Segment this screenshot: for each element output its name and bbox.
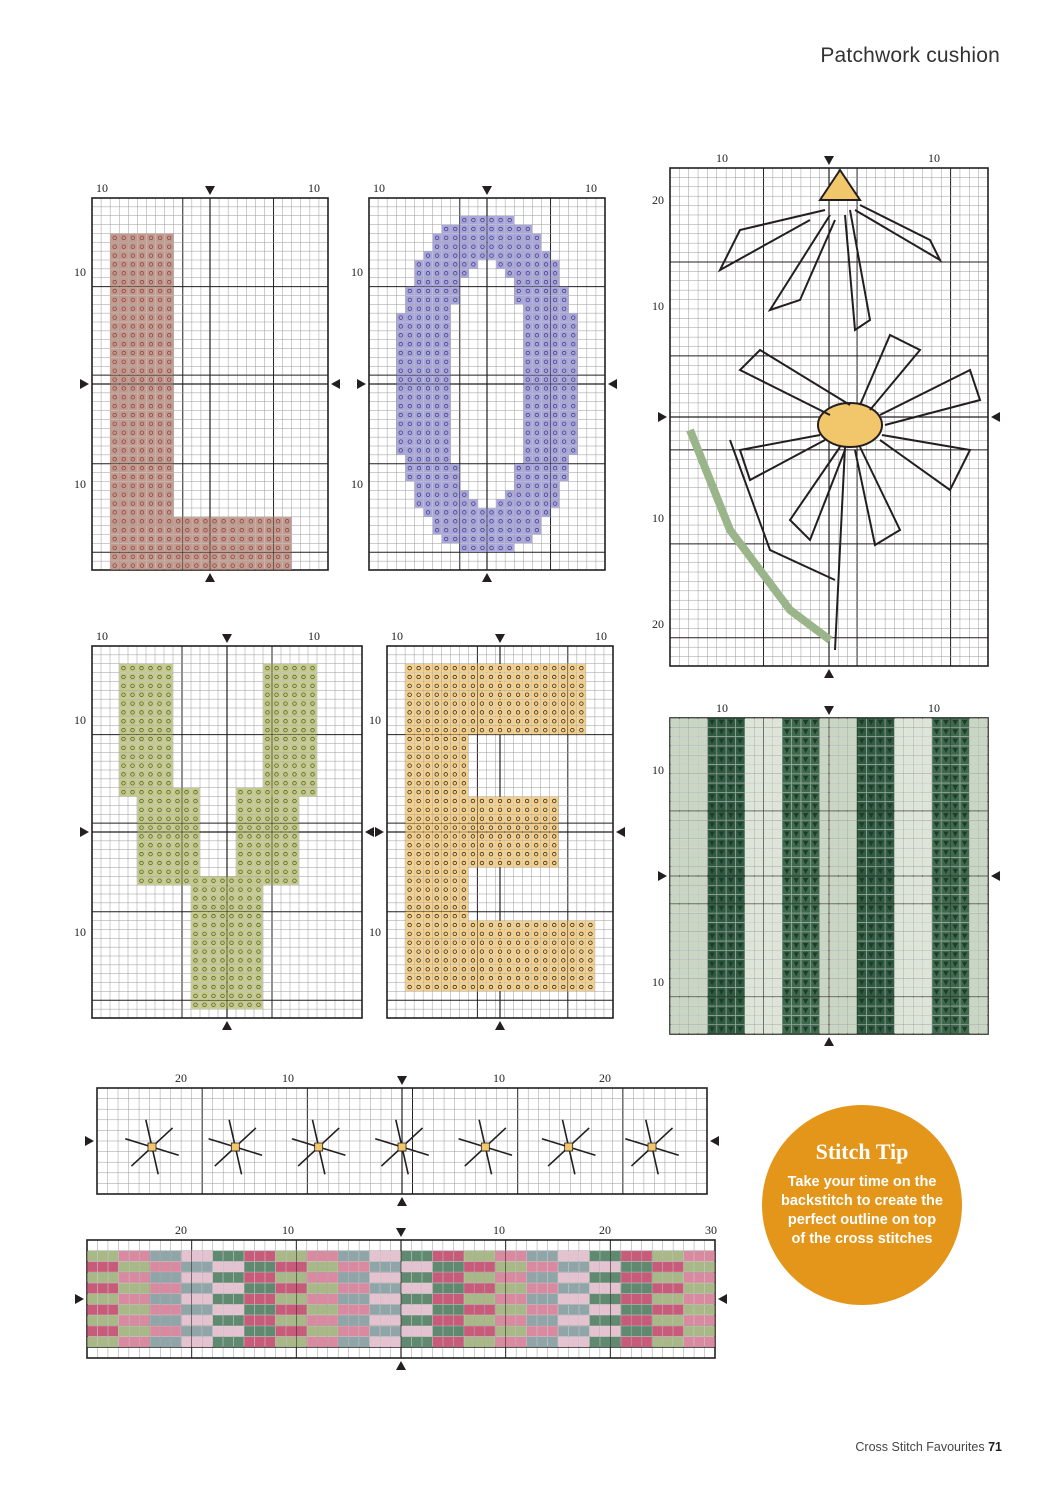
tick-top-right: 10 [308, 629, 320, 643]
chart-letter-e-svg [369, 628, 633, 1028]
tick-left-bottom: 10 [369, 925, 381, 939]
tick-20-right: 20 [599, 1223, 611, 1237]
chart-daisy-svg [650, 150, 1010, 680]
tick-top-left: 10 [716, 151, 728, 165]
tick-left-top: 10 [652, 763, 664, 777]
tick-top-left: 10 [716, 701, 728, 715]
tick-top-left: 10 [96, 629, 108, 643]
tick-left-bottom: 10 [351, 477, 363, 491]
tick-top-left: 10 [373, 181, 385, 195]
chart-letter-o-svg [351, 180, 615, 580]
page-header-title: Patchwork cushion [820, 44, 1000, 67]
tick-10-left: 10 [282, 1071, 294, 1085]
chart-letter-l-svg [74, 180, 338, 580]
footer-page-number: 71 [988, 1440, 1002, 1454]
tick-top-right: 10 [928, 151, 940, 165]
tick-left-bottom: 10 [74, 477, 86, 491]
tick-left-top: 10 [74, 265, 86, 279]
stitch-tip-body: Take your time on the backstitch to create the perfect outline on top of the cross stitches [781, 1174, 943, 1247]
letter-e-stitches [405, 664, 594, 991]
tick-left-3: 10 [652, 511, 664, 525]
chart-pattern-border-svg [75, 1220, 725, 1370]
page-footer [855, 1440, 1002, 1454]
chart-letter-l [74, 180, 338, 580]
stitch-tip-title: Stitch Tip [815, 1139, 909, 1164]
chart-stripes-svg [650, 700, 1010, 1045]
chart-daisy-border [85, 1068, 720, 1203]
tick-top-right: 10 [595, 629, 607, 643]
tick-left-top: 10 [351, 265, 363, 279]
tick-left-bottom: 10 [652, 975, 664, 989]
daisy-drawing [690, 170, 980, 650]
tick-left-2: 10 [652, 299, 664, 313]
chart-daisy-border-svg [85, 1068, 720, 1203]
chart-letter-e [369, 628, 633, 1028]
tick-top-right: 10 [308, 181, 320, 195]
tick-top-left: 10 [96, 181, 108, 195]
chart-daisy [650, 150, 1010, 680]
tick-10-right: 10 [493, 1071, 505, 1085]
tick-top-left: 10 [391, 629, 403, 643]
tick-top-right: 10 [928, 701, 940, 715]
tick-30-right: 30 [705, 1223, 717, 1237]
chart-letter-o [351, 180, 615, 580]
stitch-tip-badge [762, 1105, 962, 1305]
footer-magazine: Cross Stitch Favourites [855, 1440, 985, 1454]
tick-left-4: 20 [652, 617, 664, 631]
chart-letter-v [74, 628, 368, 1028]
chart-letter-v-svg [74, 628, 368, 1028]
tick-20-left: 20 [175, 1071, 187, 1085]
tick-left-1: 20 [652, 193, 664, 207]
tick-top-right: 10 [585, 181, 597, 195]
tick-left-top: 10 [369, 713, 381, 727]
tick-10-left: 10 [282, 1223, 294, 1237]
tick-10-right: 10 [493, 1223, 505, 1237]
tick-left-bottom: 10 [74, 925, 86, 939]
chart-pattern-border [75, 1220, 725, 1370]
tick-20-right: 20 [599, 1071, 611, 1085]
chart-stripes [650, 700, 1010, 1045]
tick-20-left: 20 [175, 1223, 187, 1237]
tick-left-top: 10 [74, 713, 86, 727]
